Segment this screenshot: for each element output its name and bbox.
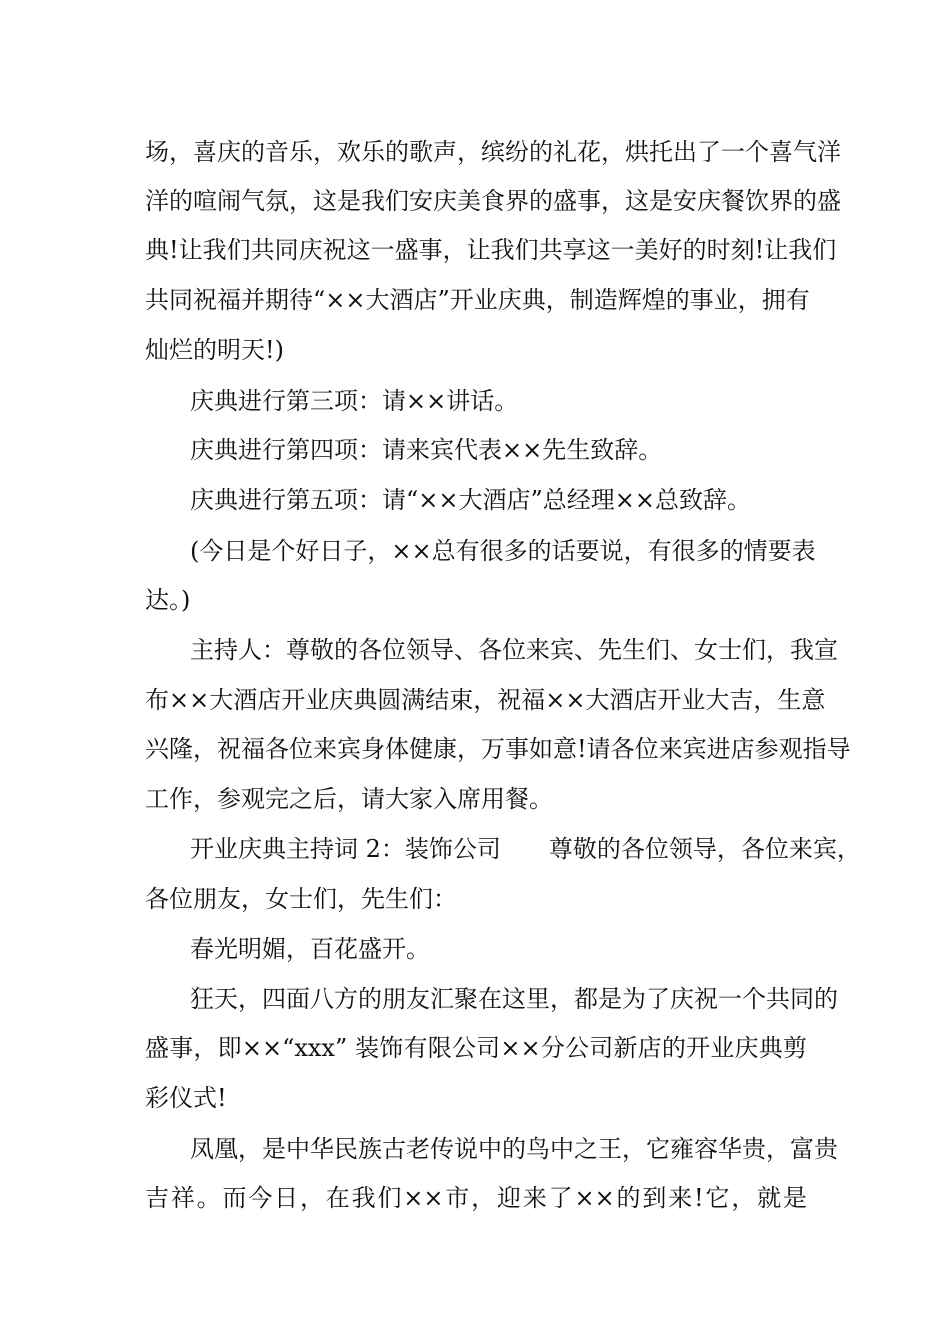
text-line: 典!让我们共同庆祝这一盛事，让我们共享这一美好的时刻!让我们: [145, 236, 837, 264]
text-line: 盛事，即××“xxx” 装饰有限公司××分公司新店的开业庆典剪: [145, 1034, 807, 1062]
text-line: 兴隆，祝福各位来宾身体健康，万事如意!请各位来宾进店参观指导: [145, 735, 851, 763]
text-line: 庆典进行第五项：请“××大酒店”总经理××总致辞。: [190, 486, 751, 514]
text-line: 洋的喧闹气氛，这是我们安庆美食界的盛事，这是安庆餐饮界的盛: [145, 187, 841, 215]
text-line: 各位朋友，女士们，先生们：: [145, 885, 457, 913]
text-line: 达。): [145, 586, 191, 614]
text-line: 狂天，四面八方的朋友汇聚在这里，都是为了庆祝一个共同的: [190, 985, 838, 1013]
text-line: 凤凰，是中华民族古老传说中的鸟中之王，它雍容华贵，富贵: [190, 1135, 838, 1163]
text-line: 庆典进行第三项：请××讲话。: [190, 387, 519, 415]
text-line: 庆典进行第四项：请来宾代表××先生致辞。: [190, 436, 663, 464]
text-line: 春光明媚，百花盛开。: [190, 935, 430, 963]
text-line: 主持人：尊敬的各位领导、各位来宾、先生们、女士们，我宣: [190, 636, 838, 664]
text-line: (今日是个好日子，××总有很多的话要说，有很多的情要表: [190, 537, 816, 565]
text-line: 灿烂的明天!): [145, 336, 285, 364]
text-line: 场，喜庆的音乐，欢乐的歌声，缤纷的礼花，烘托出了一个喜气洋: [145, 138, 841, 166]
text-line: 共同祝福并期待“××大酒店”开业庆典，制造辉煌的事业，拥有: [145, 286, 810, 314]
text-line: 开业庆典主持词 2：装饰公司 尊敬的各位领导，各位来宾，: [190, 835, 861, 863]
text-line: 吉祥。而今日，在我们××市，迎来了××的到来!它，就是: [145, 1184, 807, 1212]
text-line: 彩仪式!: [145, 1084, 227, 1112]
text-line: 布××大酒店开业庆典圆满结束，祝福××大酒店开业大吉，生意: [145, 686, 826, 714]
text-line: 工作，参观完之后，请大家入席用餐。: [145, 785, 553, 813]
